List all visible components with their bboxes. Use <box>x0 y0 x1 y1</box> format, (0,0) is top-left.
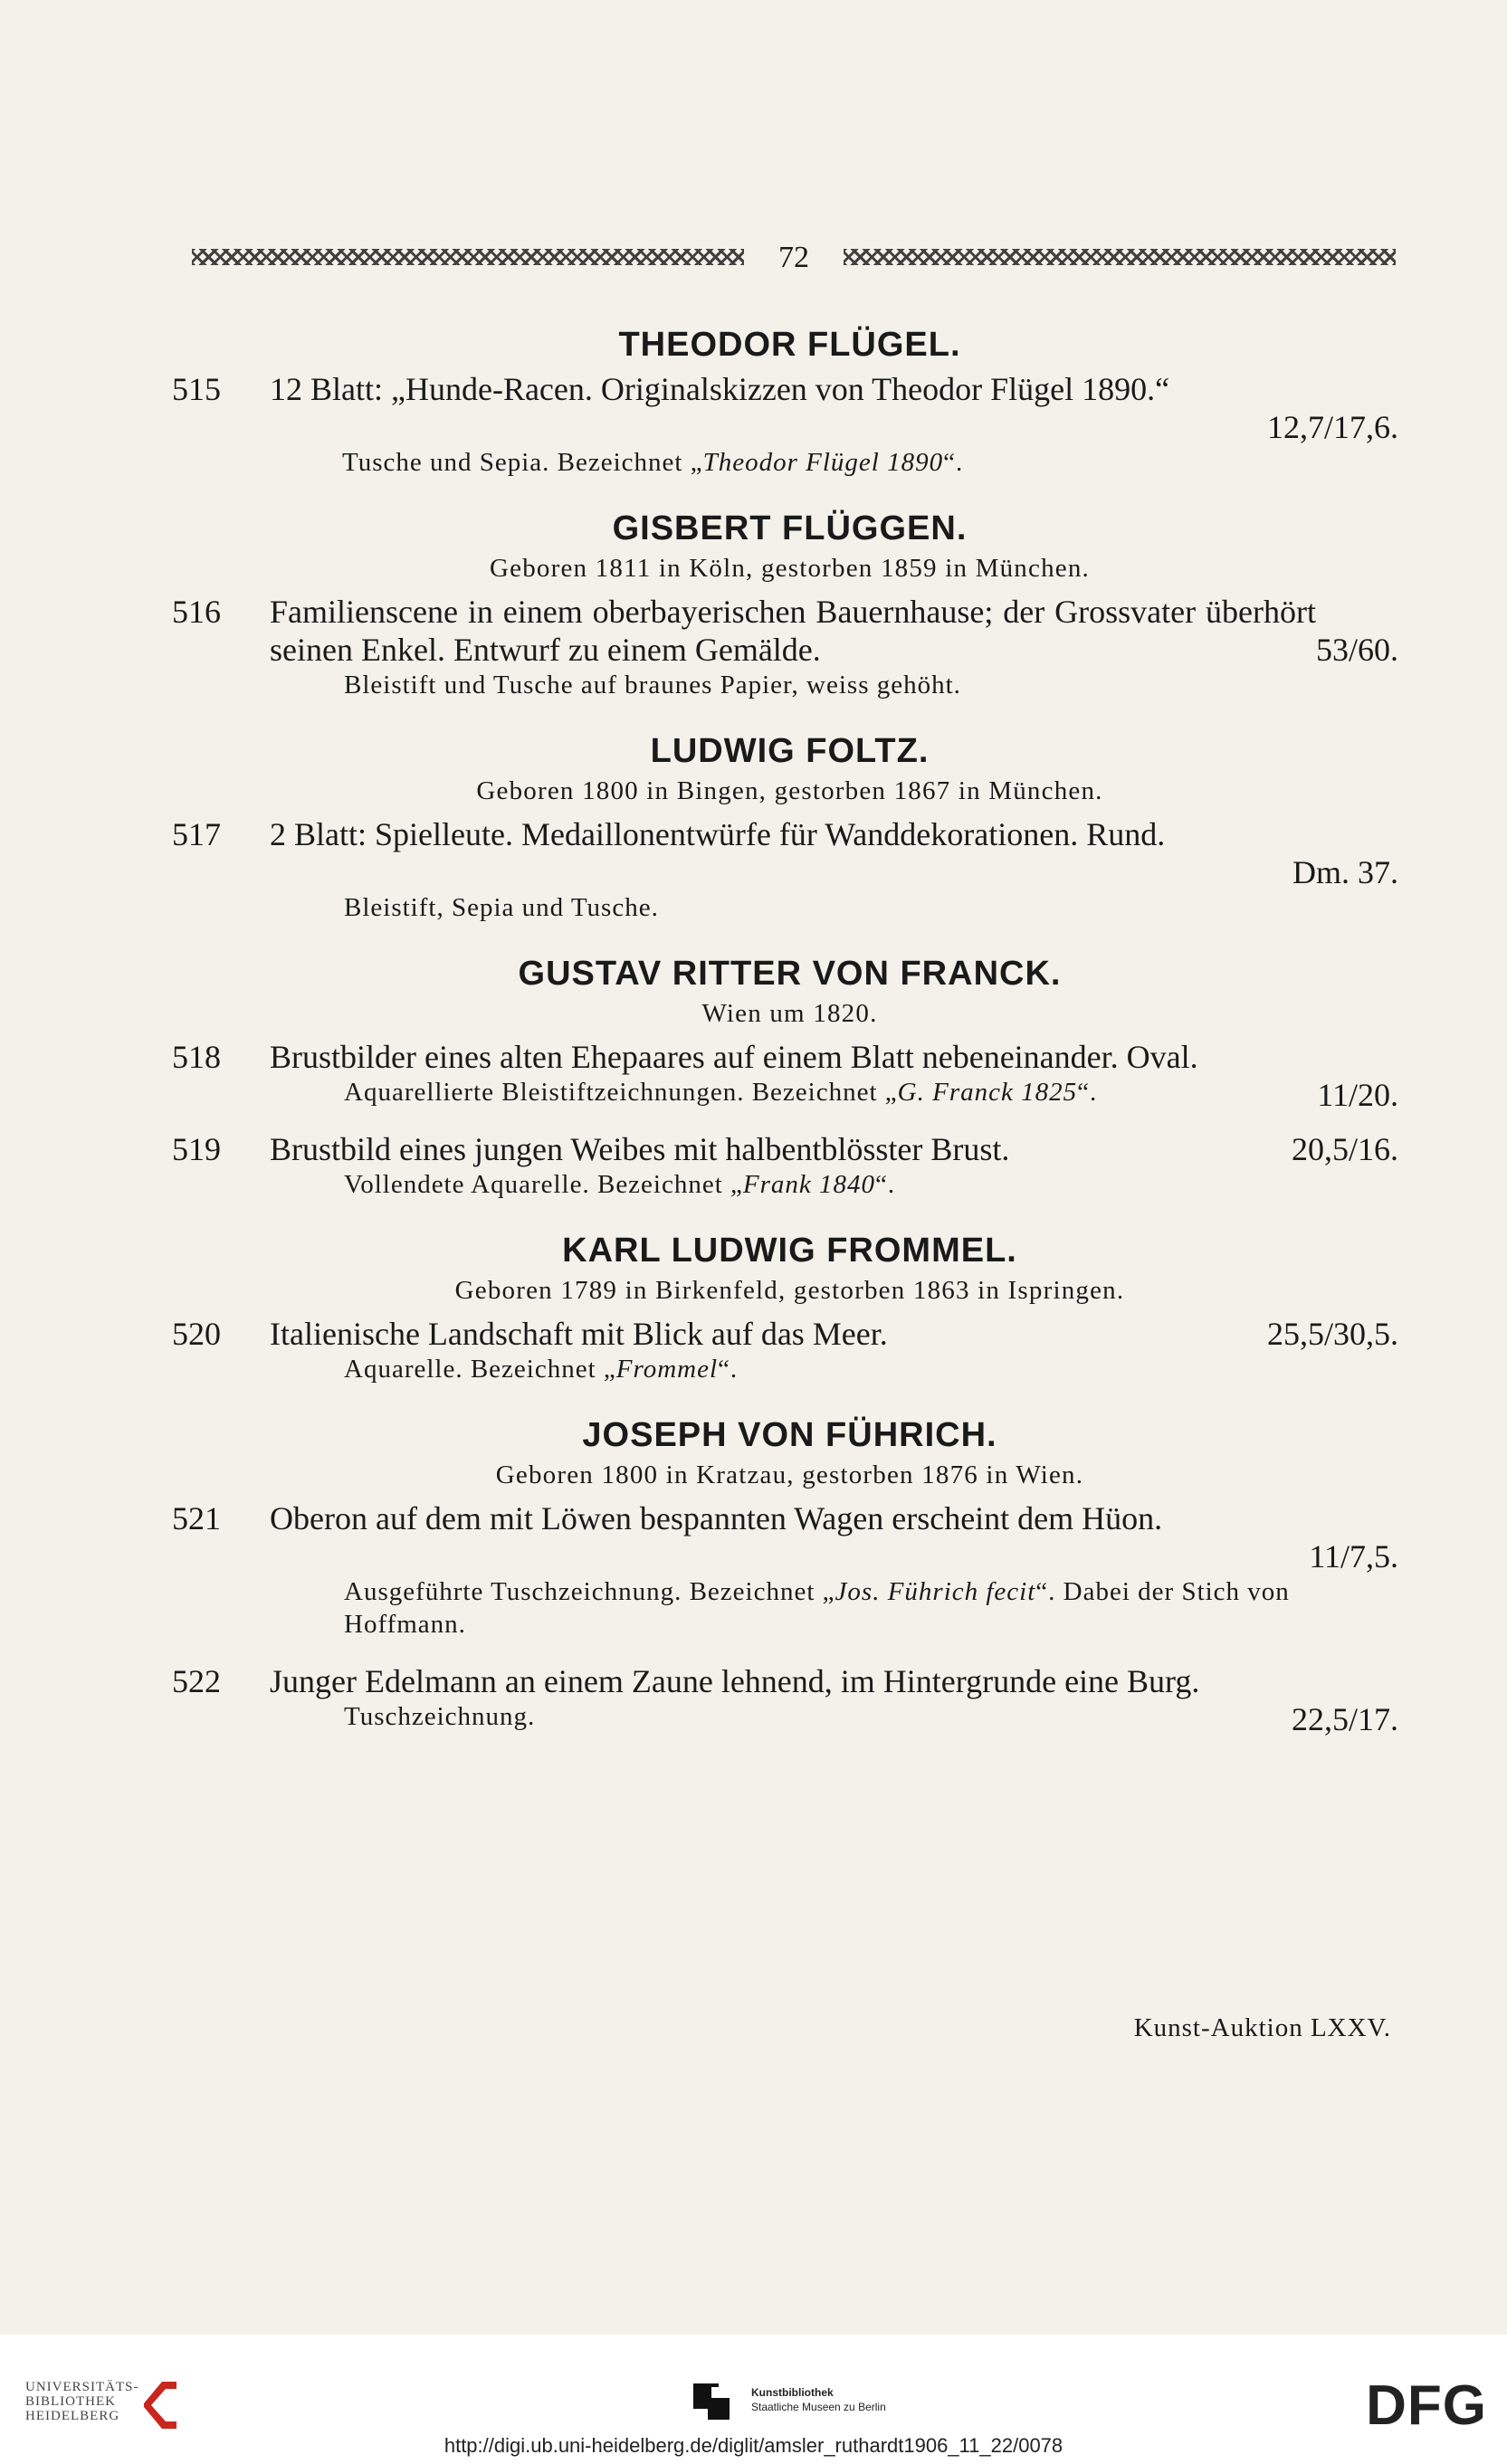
signature-text: Frommel <box>615 1355 719 1384</box>
lot-entry <box>172 1499 1398 1641</box>
dfg-logo: DFG <box>1366 2374 1487 2437</box>
lot-size: 25,5/30,5. <box>1266 1316 1398 1352</box>
signature-text: Jos. Führich fecit <box>835 1577 1036 1606</box>
artist-bio: Geboren 1789 in Birkenfeld, gestorben 1863 in Ispringen. <box>454 1276 1125 1305</box>
lot-entry <box>172 815 1398 924</box>
lot-size: 20,5/16. <box>1291 1131 1398 1167</box>
artist-heading: LUDWIG FOLTZ. <box>650 732 930 770</box>
lot-title: 2 Blatt: Spielleute. Medaillonentwürfe für Wanddekorationen. Rund. <box>270 816 1166 852</box>
lot-title: 53/60. Familienscene in einem oberbayerischen Bauernhause; der Grossvater überhört seinen Enkel. Entwurf zu einem Gemälde. <box>270 594 1398 668</box>
lot-size: Dm. 37. <box>1292 854 1398 890</box>
lot-size: 11/20. <box>1317 1077 1398 1113</box>
lot-title: 22,5/17. Junger Edelmann an einem Zaune lehnend, im Hintergrunde eine Burg. <box>270 1663 1398 1737</box>
lot-description: Tuschzeichnung. <box>344 1702 536 1731</box>
lot-entry <box>172 1315 1398 1385</box>
signature-text: Frank 1840 <box>742 1170 876 1199</box>
lot-description: Ausgeführte Tuschzeichnung. Bezeichnet „Jos. Führich fecit“. Dabei der Stich von Hoffmann. <box>344 1577 1290 1639</box>
artist-section <box>172 509 1398 701</box>
lot-entry <box>172 370 1398 479</box>
logo-bar <box>0 2335 1507 2437</box>
lot-number: 515 <box>172 371 221 407</box>
artist-section <box>172 1232 1398 1385</box>
page-number: 72 <box>778 241 809 274</box>
lot-number: 517 <box>172 816 221 852</box>
catalog-footer: Kunst-Auktion LXXV. <box>1133 2013 1391 2042</box>
lot-entry <box>172 1662 1398 1737</box>
lot-number: 516 <box>172 594 221 630</box>
lot-entry <box>172 593 1398 701</box>
artist-heading: THEODOR FLÜGEL. <box>618 326 961 364</box>
university-crest-icon <box>140 2376 180 2432</box>
ornament-right <box>844 249 1396 265</box>
lot-number: 520 <box>172 1316 221 1352</box>
artist-section <box>172 1416 1398 1737</box>
lot-size: 53/60. <box>1315 632 1398 668</box>
lot-entry <box>172 1130 1398 1201</box>
university-library-name: UNIVERSITÄTS- BIBLIOTHEK HEIDELBERG <box>25 2380 139 2423</box>
lot-size: 12,7/17,6. <box>1266 409 1398 445</box>
lot-number: 518 <box>172 1039 221 1075</box>
lot-number: 519 <box>172 1131 221 1167</box>
lot-title: Oberon auf dem mit Löwen bespannten Wagen erscheint dem Hüon. <box>270 1500 1163 1536</box>
artist-heading: GISBERT FLÜGGEN. <box>612 509 968 547</box>
kunstbibliothek-logo-icon <box>690 2380 733 2423</box>
artist-bio: Geboren 1800 in Bingen, gestorben 1867 in München. <box>476 776 1103 805</box>
lot-description: Vollendete Aquarelle. Bezeichnet „Frank 1840“. <box>344 1170 896 1199</box>
catalog-content <box>172 326 1398 1764</box>
lot-description: Tusche und Sepia. Bezeichnet „Theodor Flügel 1890“. <box>342 448 964 477</box>
lot-number: 522 <box>172 1663 221 1699</box>
lot-number: 521 <box>172 1500 221 1536</box>
page-header <box>192 240 1396 281</box>
artist-section <box>172 955 1398 1201</box>
lot-size: 11/7,5. <box>1309 1538 1398 1574</box>
kunstbibliothek-text: Kunstbibliothek Staatliche Museen zu Berlin <box>751 2386 886 2413</box>
artist-heading: GUSTAV RITTER VON FRANCK. <box>518 955 1062 993</box>
artist-bio: Geboren 1811 in Köln, gestorben 1859 in München. <box>489 554 1090 583</box>
lot-size: 22,5/17. <box>1291 1701 1398 1737</box>
lot-description: Aquarellierte Bleistiftzeichnungen. Bezeichnet „G. Franck 1825“. <box>344 1078 1098 1107</box>
signature-text: G. Franck 1825 <box>897 1078 1078 1107</box>
artist-section <box>172 326 1398 479</box>
lot-description: Bleistift, Sepia und Tusche. <box>344 893 659 922</box>
artist-bio: Wien um 1820. <box>701 999 878 1028</box>
lot-description: Aquarelle. Bezeichnet „Frommel“. <box>344 1355 739 1384</box>
lot-entry <box>172 1038 1398 1113</box>
lot-title: 12 Blatt: „Hunde-Racen. Originalskizzen von Theodor Flügel 1890.“ <box>270 371 1170 407</box>
lot-title: 20,5/16. Brustbild eines jungen Weibes mit halbentblösster Brust. <box>270 1131 1398 1167</box>
artist-heading: JOSEPH VON FÜHRICH. <box>582 1416 997 1454</box>
lot-title: 11/20. Brustbilder eines alten Ehepaares auf einem Blatt nebeneinander. Oval. <box>270 1039 1398 1113</box>
lot-title: 25,5/30,5. Italienische Landschaft mit Blick auf das Meer. <box>270 1316 1398 1352</box>
signature-text: Theodor Flügel 1890 <box>702 448 944 477</box>
lot-description: Bleistift und Tusche auf braunes Papier, weiss gehöht. <box>344 671 961 699</box>
artist-bio: Geboren 1800 in Kratzau, gestorben 1876 in Wien. <box>495 1460 1084 1489</box>
source-url[interactable]: http://digi.ub.uni-heidelberg.de/diglit/amsler_ruthardt1906_11_22/0078 <box>444 2434 1063 2457</box>
artist-section <box>172 732 1398 924</box>
artist-heading: KARL LUDWIG FROMMEL. <box>562 1232 1017 1270</box>
